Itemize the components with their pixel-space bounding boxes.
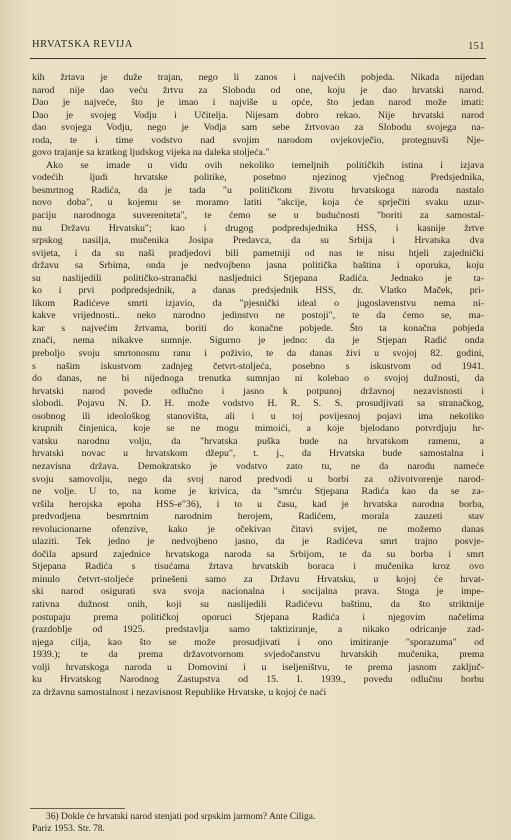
text-line: slobodi. Pojavu N. D. H. može vodstvo H. R. S. S. prosudjivati sa stranačkog, — [32, 398, 484, 410]
page-number: 151 — [468, 41, 485, 52]
text-line: roda, te i time vodstvo nad svojim narodom ovjekovječio, protegnuvši Nje- — [32, 134, 484, 146]
header-rule — [30, 58, 486, 59]
text-line: likom Radićeve smrti izjavio, da "pjesnički ideal o jugoslavenstvu nema ni- — [32, 297, 484, 309]
text-line: kakve vrijednosti.. neko narodno jedinstvo ne postoji", te da ćemo se, ma- — [32, 310, 484, 322]
text-line: narod nije dao veću žrtvu za Slobodu od one, koju je dao hrvatski narod. — [32, 84, 484, 96]
footnote-rule — [30, 808, 125, 809]
text-line: besmrtnog Radića, da je tada "u političkom životu hrvatskoga naroda nastalo — [32, 184, 484, 196]
text-line: postupaju prema političkoj oporuci Stjepana Radića i njegovim načelima — [32, 611, 484, 623]
text-line: srpskog nasilja, mučenika Josipa Predavca, da su Srbija i Hrvatska dva — [32, 235, 484, 247]
text-line: novo doba", u kojemu se moramo latiti "akcije, koja će sprječiti svaku uzur- — [32, 197, 484, 209]
footnote — [32, 811, 484, 835]
text-line: ku Hrvatskog Narodnog Zastupstva od 15. I. 1939., povedu odlučnu borbu — [32, 674, 484, 686]
text-line: znači, nema nikakve sumnje. Sigurno je jedno: da je Stjepan Radić onda — [32, 335, 484, 347]
text-line: osobnog ili ideološkog stanovišta, ali i u toj povijesnoj pojavi ima nekoliko — [32, 410, 484, 422]
text-line: nezavisna država. Demokratsko je vodstvo zato tu, ne da narodu nameće — [32, 460, 484, 472]
text-line: dočila apsurd zajednice hrvatskoga naroda sa Srbijom, te da su borba i smrt — [32, 548, 484, 560]
paragraph — [32, 160, 484, 700]
text-line: preboljo svoju smrtonosnu ranu i poživio, te da danas živi u svojoj 82. godini, — [32, 348, 484, 360]
body-text — [32, 72, 484, 699]
journal-title: HRVATSKA REVIJA — [32, 39, 134, 50]
text-line: Stjepana Radića s tisućama žrtava hrvatskih boraca i mučenika kroz ovo — [32, 561, 484, 573]
text-line: 1939.); te da prema državotvornom svjedočanstvu hrvatskih mučenika, prema — [32, 649, 484, 661]
text-line: vodećih ljudi hrvatske politike, posebno njezinog vječnog Predsjednika, — [32, 172, 484, 184]
text-line: paciju narodnoga suvereniteta", te ćemo se u budućnosti "boriti za samostal- — [32, 210, 484, 222]
text-line: minulo četvrt-stoljeće prinešeni samo za Državu Hrvatsku, u kojoj će hrvat- — [32, 573, 484, 585]
text-line: do danas, ne bi nijednoga trenutka sumnjao ni kolebao o svojoj dužnosti, da — [32, 373, 484, 385]
text-line: s našim iskustvom zadnjeg četvrt-stoljeća, posebno s iskustvom od 1941. — [32, 360, 484, 372]
text-line: krupnih činjenica, koje se ne mogu mimoići, a koje bjelodano potvrdjuju hr- — [32, 423, 484, 435]
text-line: hrvatski narod povede odlučno i jasno k potpunoj državnoj nezavisnosti i — [32, 385, 484, 397]
text-line: svijeta, i da su naši pradjedovi bili pametniji od nas te nisu htjeli zajednički — [32, 247, 484, 259]
text-line: kih žrtava je duže trajan, nego li zanos i najvećih pobjeda. Nikada nijedan — [32, 72, 484, 83]
text-line: hrvatski novac u hrvatskom džepu", t. j., da Hrvatska bude samostalna i — [32, 448, 484, 460]
text-line: kar s najvećim žrtvama, boriti do konačne pobjede. Što ta konačna pobjeda — [32, 322, 484, 334]
text-line: (razdoblje od 1925. predstavlja samo taktiziranje, a nikako odricanje zad- — [32, 624, 484, 636]
text-line: vatsku narodnu volju, da "hrvatska puška bude na hrvatskom ramenu, a — [32, 435, 484, 447]
text-line: ko i prvi podpredsjednik, a danas predsjednik HSS, dr. Vlatko Maček, pri- — [32, 285, 484, 297]
text-line: nu Državu Hrvatsku"; kao i drugog podpredsjednika HSS, i kasnije žrtve — [32, 222, 484, 234]
text-line: predvodjena besmrtnim narodnim herojem, Radićem, morala zauzeti stav — [32, 511, 484, 523]
text-line: Dao je najveće, što je imao i najviše u opće, što jedan narod može imati: — [32, 97, 484, 109]
text-line: Dao je svojeg Vodju i Učitelja. Nijesam dobro rekao. Nije hrvatski narod — [32, 109, 484, 121]
running-head — [32, 39, 485, 55]
text-line: ulaziti. Tek jedno je nedvojbeno jasno, da je Radićeva smrt trajno posvje- — [32, 536, 484, 548]
text-line: govo trajanje sa kratkog ljudskog vijeka na daleka stoljeća." — [32, 147, 270, 159]
text-line: Ako se imade u vidu ovih nekoliko temeljnih političkih istina i izjava — [46, 159, 484, 171]
text-line: njega cilja, kao što se može prosudjivati i ono imitiranje "sporazuma" od — [32, 636, 484, 648]
text-line: državu sa Srbima, onda je nedvojbeno jasna politička baština i oporuka, koju — [32, 260, 484, 272]
paragraph — [32, 72, 484, 160]
text-line: ski narod osigurati sva svoja nacionalna i socijalna prava. Stoga je impe- — [32, 586, 484, 598]
text-line: rativna dužnost onih, koji su naslijedili Radićevu baštinu, da što striktnije — [32, 598, 484, 610]
text-line: svoju samovolju, nego da svoj narod predvodi u borbi za oživotvorenje narod- — [32, 473, 484, 485]
footnote-line: 36) Dokle će hrvatski narod stenjati pod srpskim jarmom? Ante Ciliga. — [46, 812, 316, 822]
text-line: ne volje. U to, na kome je krivica, da "smrću Stjepana Radića kao da se za- — [32, 486, 484, 498]
text-line: revolucionarne ofenzive, kako je očekivao čitavi svijet, ne možemo danas — [32, 523, 484, 535]
text-line: su naslijedili političko-stranački nasljednici Stjepana Radića. Jednako je ta- — [32, 272, 484, 284]
text-line: za državnu samostalnost i nezavisnost Republike Hrvatske, u kojoj će naći — [32, 686, 327, 698]
text-line: dao svojega Vodju, nego je Vodja sam sebe žrtvovao za Slobodu svojega na- — [32, 122, 484, 134]
text-line: volji hrvatskoga naroda u Domovini i u iseljeništvu, te prema jasnom zaključ- — [32, 661, 484, 673]
footnote-line: Pariz 1953. Str. 78. — [32, 824, 105, 834]
text-line: vršila herojska epoha HSS-e"36), i to u času, kad je hrvatska narodna borba, — [32, 498, 484, 510]
